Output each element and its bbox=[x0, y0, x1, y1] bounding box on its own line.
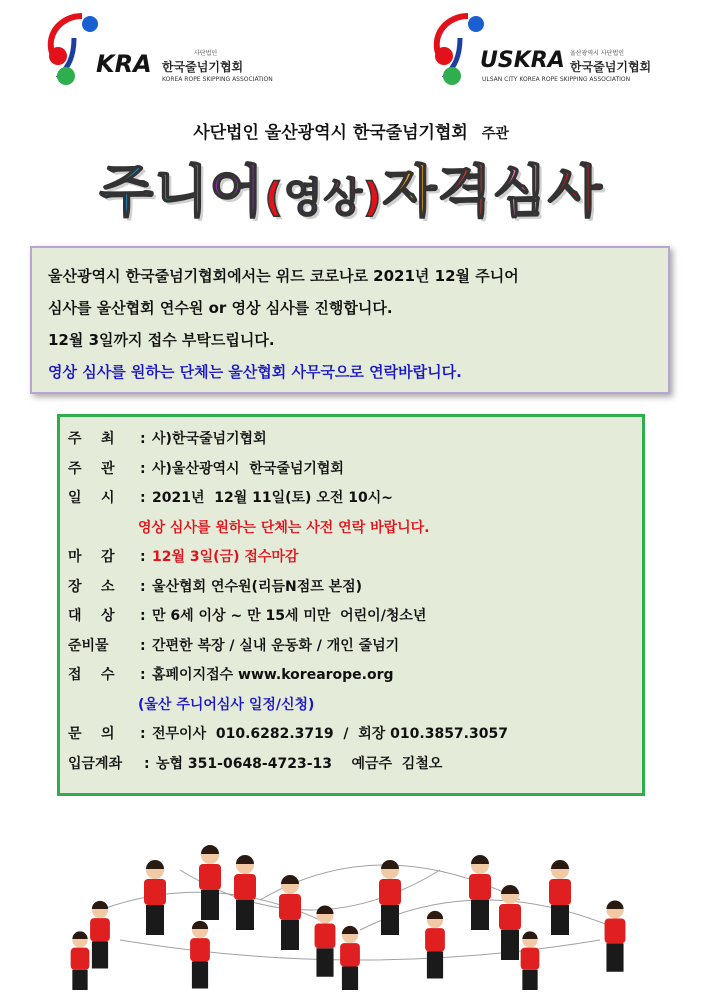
notice-line-3: 12월 3일까지 접수 부탁드립니다. bbox=[48, 331, 275, 349]
info-value: 울산협회 연수원(리듬N점프 본점) bbox=[152, 578, 363, 595]
deadline-text: 접수마감 bbox=[244, 549, 299, 565]
info-label: 장 소 bbox=[68, 578, 115, 595]
child-figure bbox=[71, 931, 90, 990]
info-value: 농협 351-0648-4723-13 예금주 김철오 bbox=[156, 755, 443, 772]
uskra-corp: 울산광역시 사단법인 bbox=[570, 50, 625, 57]
info-row-apply: 접 수 : 홈페이지접수 www.korearope.org bbox=[68, 661, 634, 691]
info-note: 영상 심사를 원하는 단체는 사전 연락 바랍니다. bbox=[138, 519, 430, 536]
info-label: 주 관 bbox=[68, 460, 115, 477]
child-figure bbox=[379, 860, 401, 935]
info-label: 주 최 bbox=[68, 431, 115, 447]
info-row-target: 대 상 : 만 6세 이상 ~ 만 15세 미만 어린이/청소년 bbox=[68, 602, 634, 632]
child-figure bbox=[469, 855, 491, 930]
info-box bbox=[57, 414, 645, 796]
info-row-organizer: 주 관 : 사)울산광역시 한국줄넘기협회 bbox=[68, 455, 634, 485]
main-title bbox=[0, 148, 702, 228]
info-label: 마 감 bbox=[68, 549, 115, 565]
kra-corp: 사단법인 bbox=[194, 50, 218, 57]
info-label: 문 의 bbox=[68, 726, 115, 742]
info-value: 홈페이지접수 www.korearope.org bbox=[152, 667, 394, 683]
child-figure bbox=[340, 926, 360, 990]
child-figure bbox=[199, 845, 221, 920]
info-row-contact: 문 의 : 전무이사 010.6282.3719 / 회장 010.3857.3057 bbox=[68, 720, 634, 750]
child-figure bbox=[605, 900, 626, 971]
info-label: 입금계좌 bbox=[68, 755, 123, 772]
info-row-datetime: 일 시 : 2021년 12월 11일(토) 오전 10시~ bbox=[68, 484, 634, 514]
child-figure bbox=[499, 885, 521, 960]
host-line bbox=[0, 118, 702, 143]
uskra-abbr: USKRA bbox=[480, 48, 565, 73]
notice-line-2: 심사를 울산협회 연수원 or 영상 심사를 진행합니다. bbox=[48, 299, 393, 317]
info-value: 전무이사 010.6282.3719 / 회장 010.3857.3057 bbox=[152, 726, 508, 742]
info-row-apply-note bbox=[68, 691, 634, 721]
info-value: 2021년 12월 11일(토) 오전 10시~ bbox=[152, 490, 393, 506]
uskra-korean: 한국줄넘기협회 bbox=[570, 60, 652, 74]
info-row-prepare: 준비물 : 간편한 복장 / 실내 운동화 / 개인 줄넘기 bbox=[68, 632, 634, 662]
title-char: 심 bbox=[492, 160, 548, 225]
info-value: 간편한 복장 / 실내 운동화 / 개인 줄넘기 bbox=[152, 637, 400, 654]
child-figure bbox=[315, 905, 336, 976]
notice-line-4: 영상 심사를 원하는 단체는 울산협회 사무국으로 연락바랍니다. bbox=[48, 363, 462, 381]
title-char: 영 bbox=[283, 175, 324, 221]
title-char: 주 bbox=[99, 160, 155, 225]
child-figure bbox=[90, 901, 110, 969]
child-figure bbox=[144, 860, 166, 935]
notice-box bbox=[30, 246, 670, 394]
info-value: 만 6세 이상 ~ 만 15세 미만 어린이/청소년 bbox=[152, 608, 427, 624]
info-value: 사)한국줄넘기협회 bbox=[152, 431, 267, 447]
kra-logo bbox=[44, 8, 274, 88]
child-figure bbox=[234, 855, 256, 930]
title-char: 상 bbox=[323, 175, 364, 221]
apply-link[interactable]: (울산 주니어심사 일정/신청) bbox=[138, 696, 315, 713]
info-label: 준비물 bbox=[68, 637, 109, 654]
kra-abbr: KRA bbox=[96, 50, 152, 78]
info-value: 사)울산광역시 한국줄넘기협회 bbox=[152, 460, 344, 477]
info-label: 접 수 bbox=[68, 667, 115, 683]
child-figure bbox=[190, 921, 210, 989]
kra-korean: 한국줄넘기협회 bbox=[162, 60, 244, 74]
title-char: ( bbox=[264, 175, 284, 221]
title-char: 격 bbox=[437, 160, 493, 225]
info-row-host: 주 최 : 사)한국줄넘기협회 bbox=[68, 425, 634, 455]
info-row-deadline: 마 감 : 12월 3일(금) 접수마감 bbox=[68, 543, 634, 573]
title-char: 사 bbox=[547, 160, 603, 225]
title-char: 자 bbox=[382, 160, 438, 225]
child-figure bbox=[279, 875, 301, 950]
uskra-english: ULSAN CITY KOREA ROPE SKIPPING ASSOCIATION bbox=[482, 76, 631, 83]
children-group-photo bbox=[60, 810, 650, 994]
host-line-main: 사단법인 울산광역시 한국줄넘기협회 bbox=[193, 123, 468, 143]
child-figure bbox=[549, 860, 571, 935]
info-label: 일 시 bbox=[68, 490, 115, 506]
notice-line-1: 울산광역시 한국줄넘기협회에서는 위드 코로나로 2021년 12월 주니어 bbox=[48, 267, 519, 285]
uskra-logo bbox=[430, 8, 670, 88]
child-figure bbox=[521, 931, 540, 990]
info-row-account: 입금계좌 : 농협 351-0648-4723-13 예금주 김철오 bbox=[68, 750, 634, 780]
info-row-datetime-note bbox=[68, 514, 634, 544]
info-row-place: 장 소 : 울산협회 연수원(리듬N점프 본점) bbox=[68, 573, 634, 603]
title-char: ) bbox=[363, 175, 383, 221]
title-char: 니 bbox=[154, 160, 210, 225]
child-figure bbox=[425, 911, 445, 979]
host-line-suffix: 주관 bbox=[481, 126, 509, 142]
info-label: 대 상 bbox=[68, 608, 115, 624]
title-char: 어 bbox=[209, 160, 265, 225]
deadline-date: 12월 3일(금) bbox=[152, 549, 240, 565]
kra-english: KOREA ROPE SKIPPING ASSOCIATION bbox=[162, 76, 273, 83]
